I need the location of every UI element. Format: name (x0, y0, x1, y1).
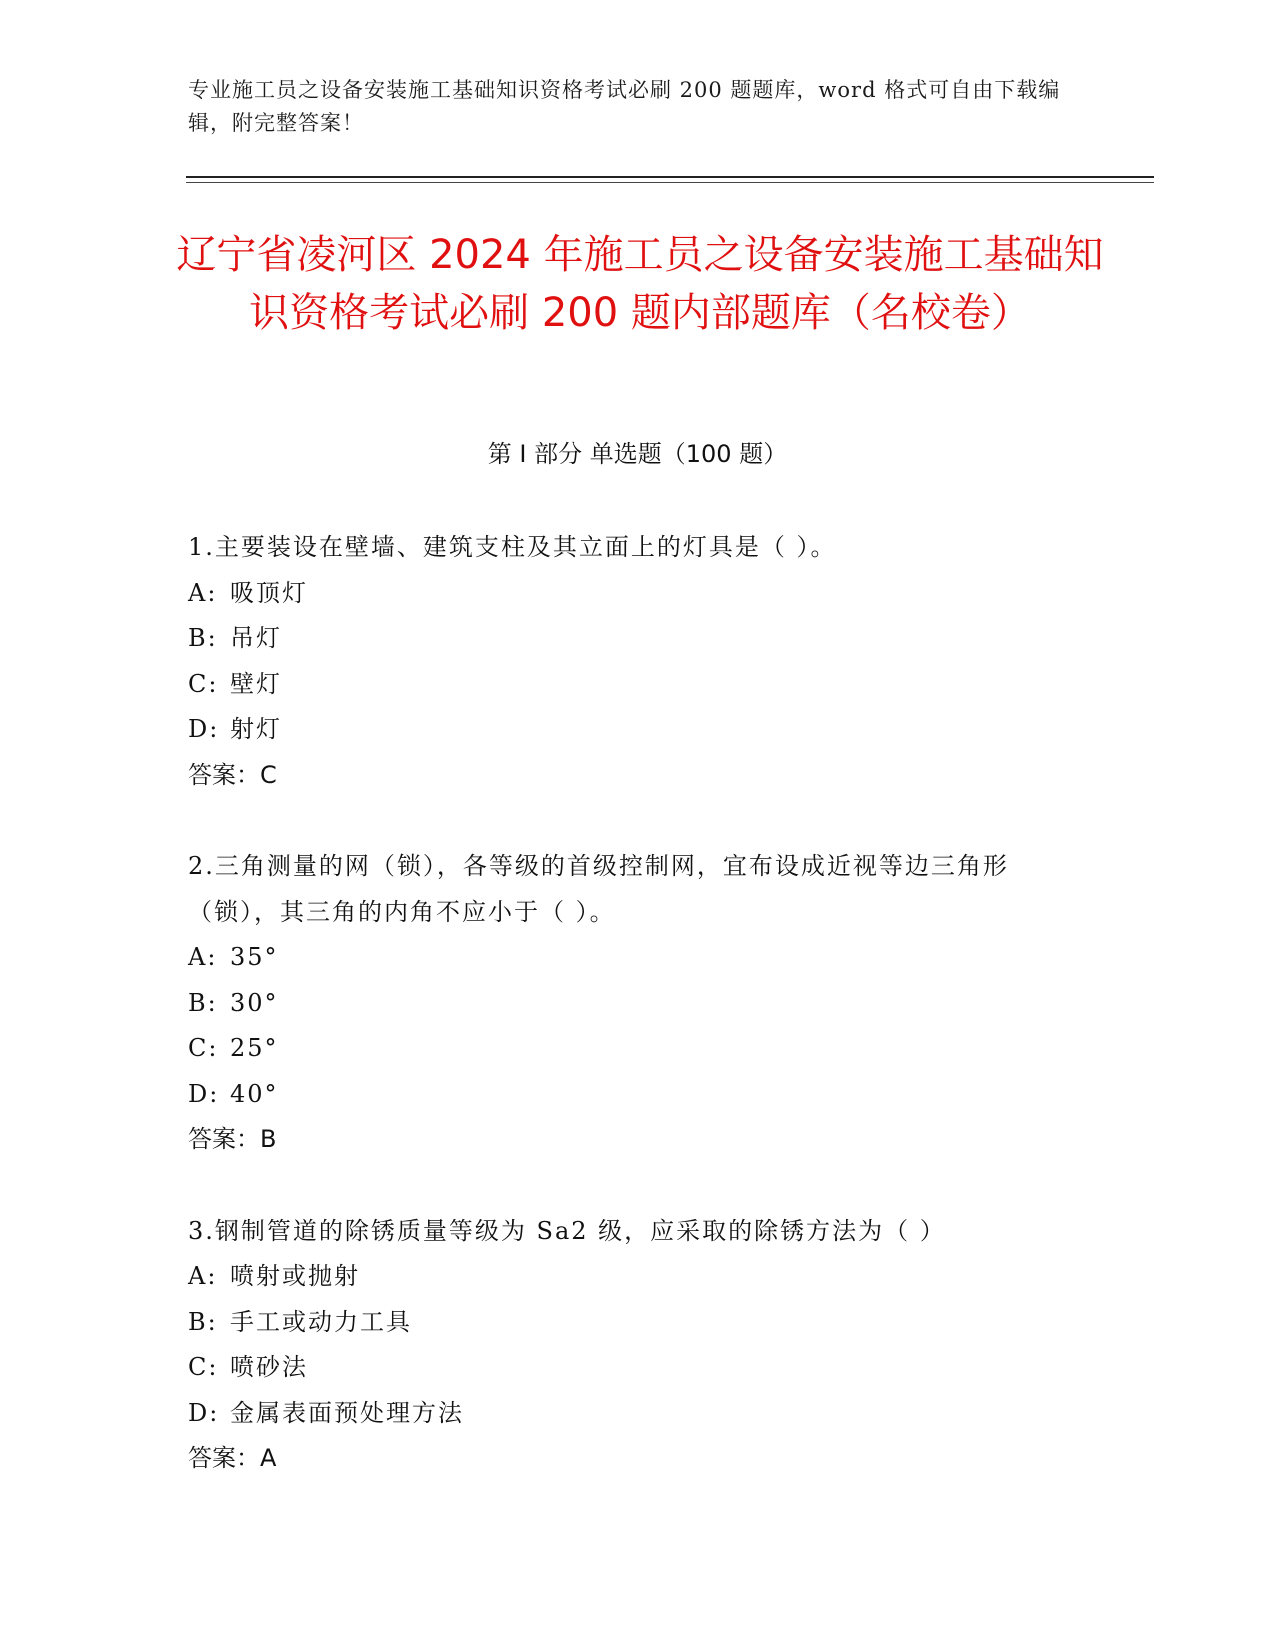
option-a (188, 1254, 1068, 1300)
question-stem: 1.主要装设在壁墙、建筑支柱及其立面上的灯具是（ ）。 (188, 533, 837, 561)
question-answer: 答案：B (188, 1125, 277, 1153)
header-rule-thin (186, 182, 1154, 183)
question-stem: 3.钢制管道的除锈质量等级为 Sa2 级，应采取的除锈方法为（ ） (188, 1216, 946, 1245)
option-letter: C: (188, 1034, 219, 1062)
option-letter: C: (188, 669, 219, 698)
question-answer: 答案：C (188, 760, 277, 789)
option-text: 喷砂法 (230, 1353, 308, 1381)
header-rule-thick (186, 176, 1154, 178)
option-letter: C: (188, 1353, 219, 1381)
option-letter: A: (188, 578, 218, 607)
option-text: 喷射或抛射 (230, 1262, 360, 1290)
option-text: 30° (230, 988, 279, 1017)
option-b (188, 981, 1068, 1027)
option-letter: D: (188, 1079, 220, 1108)
option-a (188, 571, 1068, 617)
section-title: 第 I 部分 单选题（100 题） (487, 440, 788, 468)
option-letter: D: (188, 1398, 220, 1427)
option-text: 吊灯 (230, 624, 282, 652)
option-c (188, 1026, 1068, 1072)
option-c (188, 662, 1068, 708)
option-letter: D: (188, 715, 220, 743)
option-letter: B: (188, 1307, 218, 1336)
option-text: 35° (230, 943, 279, 971)
document-title: 辽宁省凌河区 2024 年施工员之设备安装施工基础知识资格考试必刷 200 题内部题库（名校卷） (176, 232, 1104, 336)
option-letter: B: (188, 624, 218, 652)
option-text: 壁灯 (230, 669, 282, 698)
option-d (188, 1072, 1068, 1118)
option-d (188, 707, 1068, 753)
option-letter: B: (188, 988, 218, 1017)
header-note: 专业施工员之设备安装施工基础知识资格考试必刷 200 题题库，word 格式可自由下载编辑，附完整答案！ (188, 78, 1061, 135)
option-b (188, 616, 1068, 662)
option-text: 吸顶灯 (230, 578, 308, 607)
option-text: 金属表面预处理方法 (230, 1398, 464, 1427)
question-stem: 2.三角测量的网（锁），各等级的首级控制网，宜布设成近视等边三角形（锁），其三角的内角不应小于（ ）。 (188, 852, 1009, 926)
option-text: 40° (230, 1079, 279, 1108)
option-text: 手工或动力工具 (230, 1307, 412, 1336)
question-1 (188, 525, 1068, 798)
option-letter: A: (188, 943, 218, 971)
question-2 (188, 844, 1068, 1163)
option-text: 25° (230, 1034, 279, 1062)
question-list (188, 525, 1068, 1528)
option-letter: A: (188, 1262, 218, 1290)
question-3 (188, 1209, 1068, 1482)
option-a (188, 935, 1068, 981)
option-c (188, 1345, 1068, 1391)
option-b (188, 1300, 1068, 1346)
question-answer: 答案：A (188, 1444, 277, 1472)
option-d (188, 1391, 1068, 1437)
option-text: 射灯 (230, 715, 282, 743)
